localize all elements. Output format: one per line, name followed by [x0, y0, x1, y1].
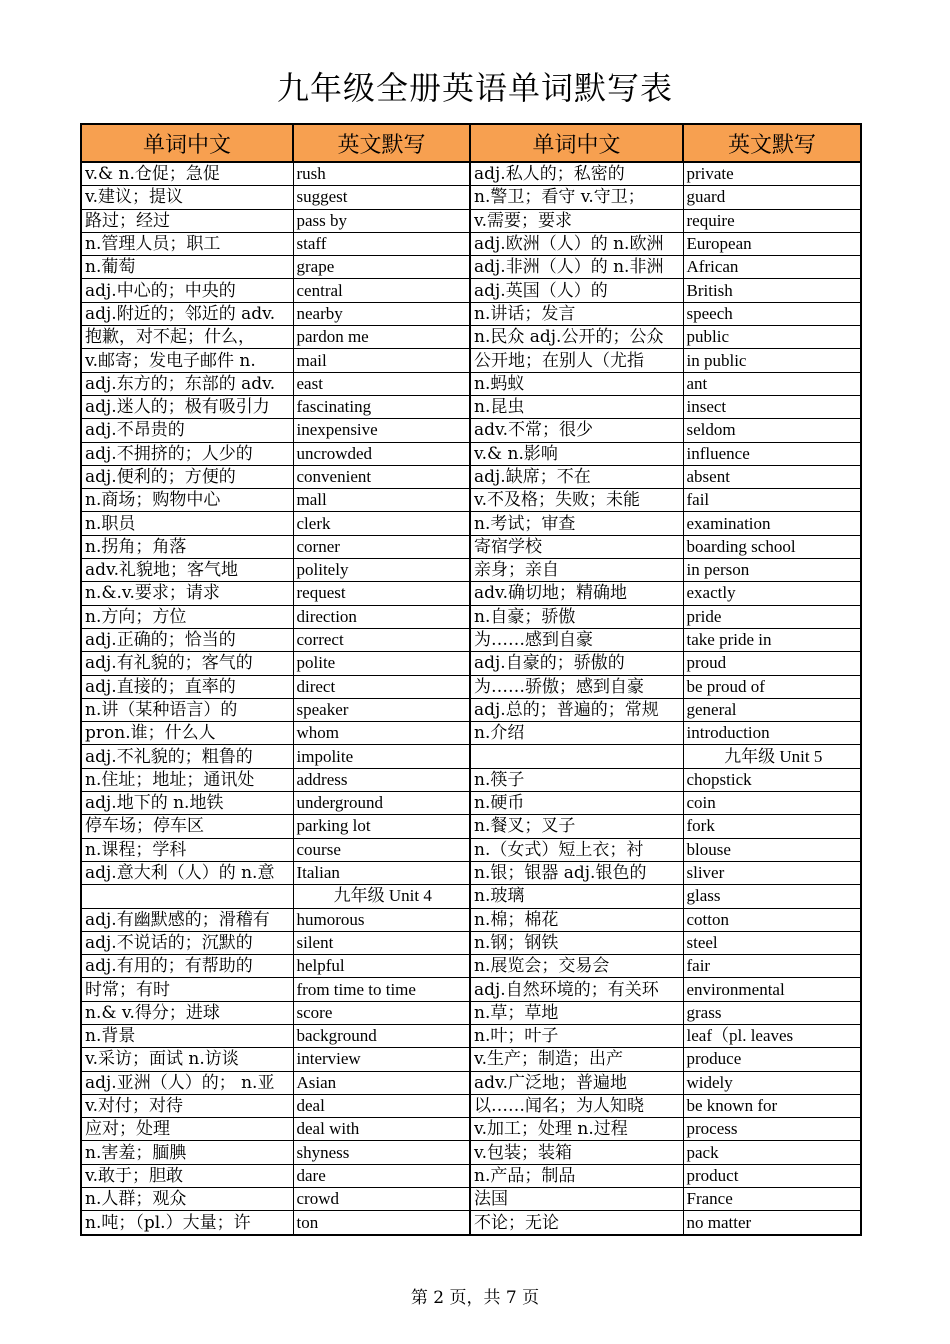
chinese-cell: n.管理人员；职工 [81, 232, 293, 255]
chinese-cell: n.背景 [81, 1024, 293, 1047]
english-cell: underground [293, 792, 470, 815]
english-cell: course [293, 838, 470, 861]
chinese-cell: n.拐角；角落 [81, 535, 293, 558]
page-footer: 第 2 页，共 7 页 [410, 1288, 540, 1308]
table-row [81, 978, 861, 1001]
english-cell: in person [683, 559, 861, 582]
english-cell: grass [683, 1001, 861, 1024]
english-cell: whom [293, 722, 470, 745]
chinese-cell: adj.意大利（人）的 n.意 [81, 861, 293, 884]
table-row [81, 489, 861, 512]
table-row [81, 745, 861, 768]
chinese-cell: adj.自然环境的；有关环 [470, 978, 683, 1001]
table-row [81, 442, 861, 465]
chinese-cell: 法国 [470, 1188, 683, 1211]
chinese-cell: v.邮寄；发电子邮件 n. [81, 349, 293, 372]
chinese-cell: adj.正确的；恰当的 [81, 628, 293, 651]
table-row [81, 908, 861, 931]
english-cell: clerk [293, 512, 470, 535]
english-cell: no matter [683, 1211, 861, 1235]
chinese-cell: v.敢于；胆敢 [81, 1164, 293, 1187]
chinese-cell: 为……骄傲；感到自豪 [470, 675, 683, 698]
table-row [81, 209, 861, 232]
chinese-cell: n.商场；购物中心 [81, 489, 293, 512]
english-cell: politely [293, 559, 470, 582]
english-cell: deal with [293, 1118, 470, 1141]
table-row [81, 1071, 861, 1094]
english-cell: British [683, 279, 861, 302]
english-cell: France [683, 1188, 861, 1211]
chinese-cell: v.& n.影响 [470, 442, 683, 465]
chinese-cell: 停车场；停车区 [81, 815, 293, 838]
chinese-cell: adj.迷人的；极有吸引力 [81, 395, 293, 418]
chinese-cell: n.讲话；发言 [470, 302, 683, 325]
chinese-cell: v.& n.仓促；急促 [81, 162, 293, 186]
english-cell: process [683, 1118, 861, 1141]
english-cell: convenient [293, 465, 470, 488]
english-cell: influence [683, 442, 861, 465]
english-cell: direction [293, 605, 470, 628]
english-cell: interview [293, 1048, 470, 1071]
english-cell: fail [683, 489, 861, 512]
english-cell: absent [683, 465, 861, 488]
table-row [81, 302, 861, 325]
chinese-cell: v.采访；面试 n.访谈 [81, 1048, 293, 1071]
table-row [81, 535, 861, 558]
table-row [81, 582, 861, 605]
table-body [81, 162, 861, 1235]
english-cell: silent [293, 931, 470, 954]
chinese-cell: n.葡萄 [81, 256, 293, 279]
chinese-cell: adj.不礼貌的；粗鲁的 [81, 745, 293, 768]
english-cell: humorous [293, 908, 470, 931]
english-cell: take pride in [683, 628, 861, 651]
english-cell: impolite [293, 745, 470, 768]
english-cell: insect [683, 395, 861, 418]
chinese-cell: adj.总的；普遍的；常规 [470, 698, 683, 721]
english-cell: speaker [293, 698, 470, 721]
english-cell: public [683, 326, 861, 349]
table-row [81, 419, 861, 442]
chinese-cell [81, 885, 293, 908]
english-cell: widely [683, 1071, 861, 1094]
english-cell: fork [683, 815, 861, 838]
chinese-cell: n.警卫；看守 v.守卫； [470, 186, 683, 209]
chinese-cell: 公开地；在别人（尤指 [470, 349, 683, 372]
english-cell: nearby [293, 302, 470, 325]
chinese-cell: adj.不说话的；沉默的 [81, 931, 293, 954]
english-cell: blouse [683, 838, 861, 861]
english-cell: guard [683, 186, 861, 209]
english-cell: 九年级 Unit 5 [683, 745, 861, 768]
vocabulary-table [80, 123, 862, 1236]
chinese-cell: v.包装；装箱 [470, 1141, 683, 1164]
chinese-cell: n.&.v.要求；请求 [81, 582, 293, 605]
chinese-cell: adj.英国（人）的 [470, 279, 683, 302]
chinese-cell: 以……闻名；为人知晓 [470, 1094, 683, 1117]
table-row [81, 1164, 861, 1187]
english-cell: east [293, 372, 470, 395]
table-row [81, 349, 861, 372]
english-cell: African [683, 256, 861, 279]
table-row [81, 885, 861, 908]
english-cell: pass by [293, 209, 470, 232]
chinese-cell: v.建议；提议 [81, 186, 293, 209]
chinese-cell: 不论；无论 [470, 1211, 683, 1235]
english-cell: coin [683, 792, 861, 815]
chinese-cell: adj.自豪的；骄傲的 [470, 652, 683, 675]
english-cell: parking lot [293, 815, 470, 838]
header-chinese-1: 单词中文 [81, 124, 293, 162]
english-cell: central [293, 279, 470, 302]
table-row [81, 722, 861, 745]
table-row [81, 1118, 861, 1141]
header-chinese-2: 单词中文 [470, 124, 683, 162]
chinese-cell: n.展览会；交易会 [470, 955, 683, 978]
table-row [81, 955, 861, 978]
chinese-cell: adj.便利的；方便的 [81, 465, 293, 488]
table-row [81, 792, 861, 815]
chinese-cell: 应对；处理 [81, 1118, 293, 1141]
chinese-cell: n.玻璃 [470, 885, 683, 908]
chinese-cell: adj.有用的；有帮助的 [81, 955, 293, 978]
table-row [81, 1048, 861, 1071]
chinese-cell: v.不及格；失败；未能 [470, 489, 683, 512]
chinese-cell: n.民众 adj.公开的；公众 [470, 326, 683, 349]
chinese-cell: n.& v.得分；进球 [81, 1001, 293, 1024]
header-english-1: 英文默写 [293, 124, 470, 162]
english-cell: seldom [683, 419, 861, 442]
english-cell: helpful [293, 955, 470, 978]
english-cell: examination [683, 512, 861, 535]
table-header-row [81, 124, 861, 162]
table-row [81, 162, 861, 186]
table-row [81, 698, 861, 721]
table-row [81, 1141, 861, 1164]
english-cell: pardon me [293, 326, 470, 349]
page-title: 九年级全册英语单词默写表 [276, 69, 673, 107]
chinese-cell: n.棉；棉花 [470, 908, 683, 931]
english-cell: mail [293, 349, 470, 372]
english-cell: polite [293, 652, 470, 675]
english-cell: general [683, 698, 861, 721]
english-cell: boarding school [683, 535, 861, 558]
chinese-cell: v.加工；处理 n.过程 [470, 1118, 683, 1141]
english-cell: speech [683, 302, 861, 325]
table-row [81, 372, 861, 395]
chinese-cell: n.方向；方位 [81, 605, 293, 628]
chinese-cell: n.害羞；腼腆 [81, 1141, 293, 1164]
table-row [81, 559, 861, 582]
chinese-cell: adv.不常；很少 [470, 419, 683, 442]
chinese-cell: adj.缺席；不在 [470, 465, 683, 488]
table-row [81, 1001, 861, 1024]
english-cell: in public [683, 349, 861, 372]
english-cell: uncrowded [293, 442, 470, 465]
english-cell: fascinating [293, 395, 470, 418]
chinese-cell: n.钢；钢铁 [470, 931, 683, 954]
table-row [81, 628, 861, 651]
english-cell: steel [683, 931, 861, 954]
english-cell: mall [293, 489, 470, 512]
chinese-cell: n.硬币 [470, 792, 683, 815]
chinese-cell: n.人群；观众 [81, 1188, 293, 1211]
chinese-cell: adj.私人的；私密的 [470, 162, 683, 186]
chinese-cell: 寄宿学校 [470, 535, 683, 558]
table-row [81, 652, 861, 675]
english-cell: be proud of [683, 675, 861, 698]
chinese-cell: n.草；草地 [470, 1001, 683, 1024]
english-cell: address [293, 768, 470, 791]
table-row [81, 815, 861, 838]
english-cell: score [293, 1001, 470, 1024]
table-row [81, 186, 861, 209]
table-row [81, 605, 861, 628]
english-cell: rush [293, 162, 470, 186]
chinese-cell: pron.谁；什么人 [81, 722, 293, 745]
chinese-cell: adj.附近的；邻近的 adv. [81, 302, 293, 325]
table-row [81, 326, 861, 349]
english-cell: cotton [683, 908, 861, 931]
english-cell: request [293, 582, 470, 605]
chinese-cell: adj.不拥挤的；人少的 [81, 442, 293, 465]
chinese-cell: n.昆虫 [470, 395, 683, 418]
chinese-cell [470, 745, 683, 768]
chinese-cell: 为……感到自豪 [470, 628, 683, 651]
english-cell: inexpensive [293, 419, 470, 442]
table-row [81, 768, 861, 791]
english-cell: proud [683, 652, 861, 675]
chinese-cell: adv.确切地；精确地 [470, 582, 683, 605]
chinese-cell: n.银；银器 adj.银色的 [470, 861, 683, 884]
table-row [81, 1024, 861, 1047]
table-row [81, 465, 861, 488]
english-cell: sliver [683, 861, 861, 884]
english-cell: leaf（pl. leaves [683, 1024, 861, 1047]
chinese-cell: adj.有幽默感的；滑稽有 [81, 908, 293, 931]
english-cell: product [683, 1164, 861, 1187]
chinese-cell: n.蚂蚁 [470, 372, 683, 395]
english-cell: ant [683, 372, 861, 395]
english-cell: from time to time [293, 978, 470, 1001]
table-row [81, 256, 861, 279]
english-cell: Italian [293, 861, 470, 884]
chinese-cell: v.对付；对待 [81, 1094, 293, 1117]
english-cell: pack [683, 1141, 861, 1164]
chinese-cell: n.吨；（pl.）大量；许 [81, 1211, 293, 1235]
chinese-cell: adj.有礼貌的；客气的 [81, 652, 293, 675]
english-cell: crowd [293, 1188, 470, 1211]
table-row [81, 395, 861, 418]
english-cell: be known for [683, 1094, 861, 1117]
chinese-cell: n.叶；叶子 [470, 1024, 683, 1047]
chinese-cell: adj.非洲（人）的 n.非洲 [470, 256, 683, 279]
chinese-cell: 时常；有时 [81, 978, 293, 1001]
english-cell: shyness [293, 1141, 470, 1164]
english-cell: fair [683, 955, 861, 978]
chinese-cell: adj.中心的；中央的 [81, 279, 293, 302]
english-cell: glass [683, 885, 861, 908]
english-cell: direct [293, 675, 470, 698]
chinese-cell: adj.直接的；直率的 [81, 675, 293, 698]
english-cell: exactly [683, 582, 861, 605]
english-cell: pride [683, 605, 861, 628]
english-cell: chopstick [683, 768, 861, 791]
table-row [81, 1188, 861, 1211]
chinese-cell: n.产品；制品 [470, 1164, 683, 1187]
table-row [81, 1211, 861, 1235]
english-cell: background [293, 1024, 470, 1047]
english-cell: dare [293, 1164, 470, 1187]
chinese-cell: n.课程；学科 [81, 838, 293, 861]
chinese-cell: n.考试；审查 [470, 512, 683, 535]
table-row [81, 232, 861, 255]
english-cell: corner [293, 535, 470, 558]
chinese-cell: adj.东方的；东部的 adv. [81, 372, 293, 395]
chinese-cell: 亲身；亲自 [470, 559, 683, 582]
table-row [81, 838, 861, 861]
chinese-cell: adj.不昂贵的 [81, 419, 293, 442]
table-row [81, 1094, 861, 1117]
chinese-cell: adj.地下的 n.地铁 [81, 792, 293, 815]
english-cell: European [683, 232, 861, 255]
english-cell: suggest [293, 186, 470, 209]
chinese-cell: 抱歉，对不起；什么， [81, 326, 293, 349]
chinese-cell: n.筷子 [470, 768, 683, 791]
english-cell: deal [293, 1094, 470, 1117]
table-row [81, 931, 861, 954]
english-cell: Asian [293, 1071, 470, 1094]
chinese-cell: n.住址；地址；通讯处 [81, 768, 293, 791]
english-cell: environmental [683, 978, 861, 1001]
chinese-cell: adv.礼貌地；客气地 [81, 559, 293, 582]
english-cell: introduction [683, 722, 861, 745]
table-row [81, 279, 861, 302]
english-cell: ton [293, 1211, 470, 1235]
chinese-cell: v.生产；制造；出产 [470, 1048, 683, 1071]
english-cell: correct [293, 628, 470, 651]
table-row [81, 675, 861, 698]
english-cell: private [683, 162, 861, 186]
table-row [81, 861, 861, 884]
chinese-cell: n.职员 [81, 512, 293, 535]
chinese-cell: n.介绍 [470, 722, 683, 745]
chinese-cell: 路过；经过 [81, 209, 293, 232]
english-cell: grape [293, 256, 470, 279]
table-row [81, 512, 861, 535]
chinese-cell: adj.亚洲（人）的； n.亚 [81, 1071, 293, 1094]
chinese-cell: n.（女式）短上衣；衬 [470, 838, 683, 861]
english-cell: 九年级 Unit 4 [293, 885, 470, 908]
chinese-cell: adv.广泛地；普遍地 [470, 1071, 683, 1094]
english-cell: produce [683, 1048, 861, 1071]
header-english-2: 英文默写 [683, 124, 861, 162]
chinese-cell: n.餐叉；叉子 [470, 815, 683, 838]
chinese-cell: v.需要；要求 [470, 209, 683, 232]
english-cell: staff [293, 232, 470, 255]
chinese-cell: adj.欧洲（人）的 n.欧洲 [470, 232, 683, 255]
english-cell: require [683, 209, 861, 232]
chinese-cell: n.讲（某种语言）的 [81, 698, 293, 721]
chinese-cell: n.自豪；骄傲 [470, 605, 683, 628]
